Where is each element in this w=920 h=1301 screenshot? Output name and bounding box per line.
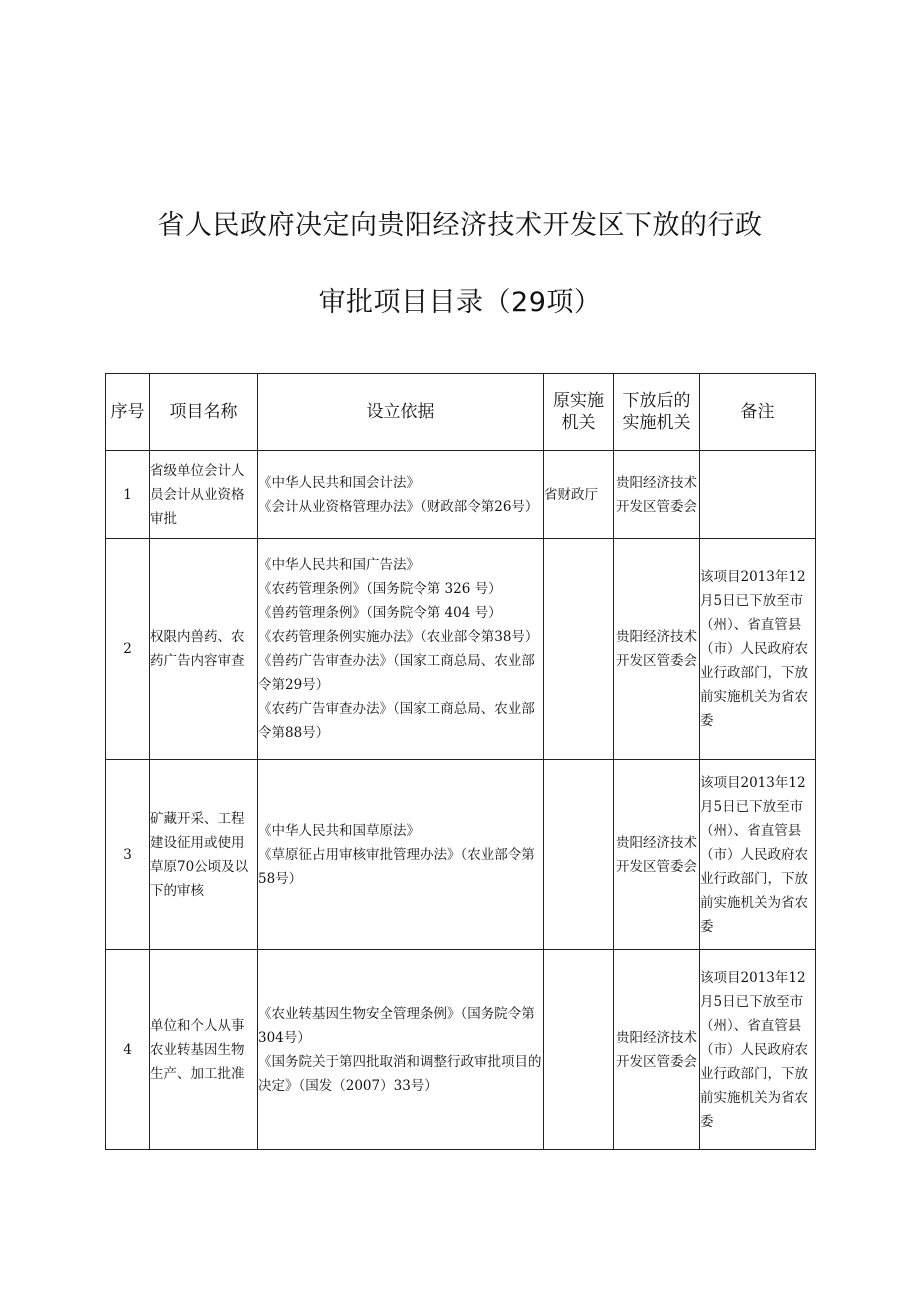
cell-name: 权限内兽药、农药广告内容审查 — [150, 539, 258, 760]
cell-after-authority: 贵阳经济技术开发区管委会 — [614, 950, 700, 1150]
header-remark: 备注 — [700, 374, 816, 451]
table-row — [106, 539, 816, 760]
cell-original-authority: 省财政厅 — [544, 451, 614, 539]
page-title-line-2: 审批项目目录（29项） — [318, 287, 602, 318]
basis-line: 《农药管理条例》（国务院令第 326 号） — [258, 581, 502, 597]
table-row — [106, 760, 816, 950]
cell-no: 4 — [106, 950, 150, 1150]
table-header-row — [106, 374, 816, 451]
header-original-line-2: 机关 — [561, 413, 596, 433]
basis-line: 《中华人民共和国会计法》 — [258, 474, 420, 491]
page-title-line-1: 省人民政府决定向贵阳经济技术开发区下放的行政 — [157, 210, 763, 241]
cell-remark — [700, 451, 816, 539]
cell-after-authority: 贵阳经济技术开发区管委会 — [614, 451, 700, 539]
approval-items-table — [105, 373, 816, 1150]
cell-remark: 该项目2013年12月5日已下放至市（州）、省直管县（市）人民政府农业行政部门，下放前实施机关为省农委 — [700, 539, 816, 760]
cell-basis — [258, 760, 544, 950]
header-after-authority — [614, 374, 700, 451]
header-after-line-2: 实施机关 — [622, 413, 691, 433]
basis-line: 《会计从业资格管理办法》（财政部令第26号） — [258, 498, 539, 515]
cell-after-authority: 贵阳经济技术开发区管委会 — [614, 760, 700, 950]
cell-basis — [258, 950, 544, 1150]
basis-line: 《中华人民共和国草原法》 — [258, 822, 420, 839]
cell-original-authority — [544, 539, 614, 760]
cell-basis — [258, 451, 544, 539]
table-row — [106, 451, 816, 539]
cell-no: 1 — [106, 451, 150, 539]
header-original-authority — [544, 374, 614, 451]
cell-after-authority: 贵阳经济技术开发区管委会 — [614, 539, 700, 760]
table-row — [106, 950, 816, 1150]
cell-name: 单位和个人从事农业转基因生物生产、加工批准 — [150, 950, 258, 1150]
header-no: 序号 — [106, 374, 150, 451]
basis-line: 《农药广告审查办法》（国家工商总局、农业部令第88号） — [258, 701, 535, 741]
cell-remark: 该项目2013年12月5日已下放至市（州）、省直管县（市）人民政府农业行政部门，下放前实施机关为省农委 — [700, 950, 816, 1150]
cell-original-authority — [544, 950, 614, 1150]
header-basis: 设立依据 — [258, 374, 544, 451]
cell-basis — [258, 539, 544, 760]
cell-name: 矿藏开采、工程建设征用或使用草原70公顷及以下的审核 — [150, 760, 258, 950]
cell-name: 省级单位会计人员会计从业资格审批 — [150, 451, 258, 539]
basis-line: 《农业转基因生物安全管理条例》（国务院令第304号） — [258, 1005, 535, 1046]
basis-line: 《国务院关于第四批取消和调整行政审批项目的决定》（国发（2007）33号） — [258, 1053, 542, 1094]
cell-no: 2 — [106, 539, 150, 760]
cell-original-authority — [544, 760, 614, 950]
basis-line: 《兽药管理条例》（国务院令第 404 号） — [258, 605, 502, 621]
header-original-line-1: 原实施 — [553, 391, 604, 411]
basis-line: 《中华人民共和国广告法》 — [258, 557, 420, 573]
basis-line: 《兽药广告审查办法》（国家工商总局、农业部令第29号） — [258, 653, 535, 693]
basis-line: 《草原征占用审核审批管理办法》（农业部令第58号） — [258, 846, 535, 887]
header-name: 项目名称 — [150, 374, 258, 451]
header-after-line-1: 下放后的 — [622, 391, 691, 411]
basis-line: 《农药管理条例实施办法》（农业部令第38号） — [258, 629, 539, 645]
cell-no: 3 — [106, 760, 150, 950]
cell-remark: 该项目2013年12月5日已下放至市（州）、省直管县（市）人民政府农业行政部门，下放前实施机关为省农委 — [700, 760, 816, 950]
